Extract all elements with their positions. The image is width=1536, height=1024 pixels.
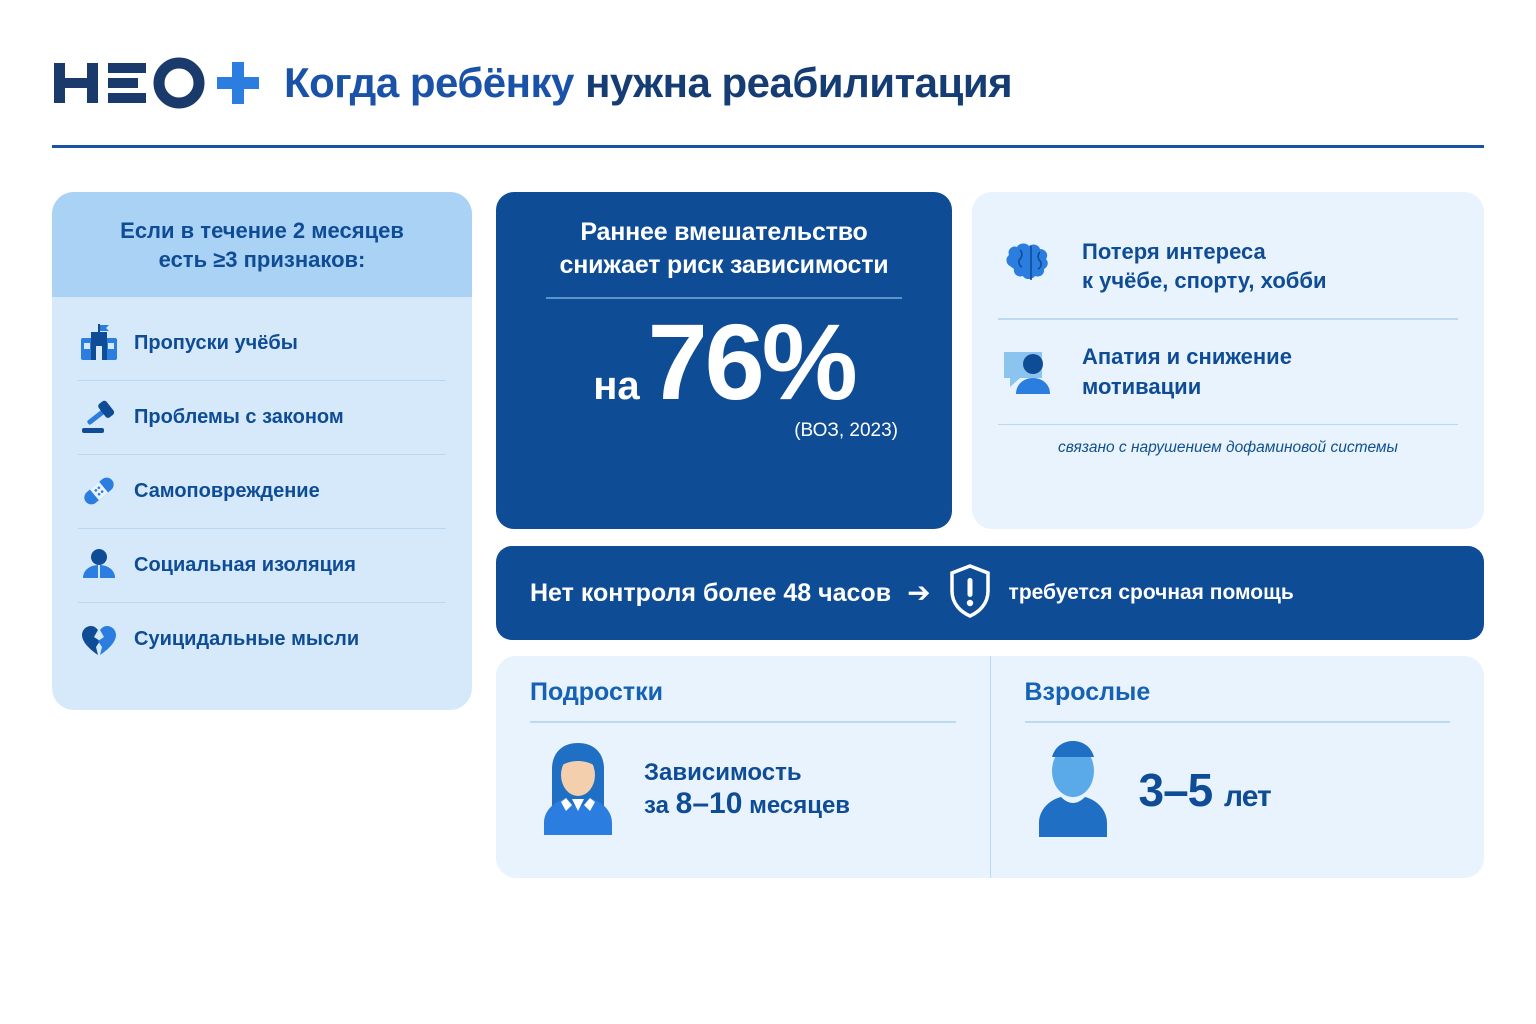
header [52,46,1484,120]
symptom-item [998,214,1458,318]
symptom-line2: к учёбе, спорту, хобби [1082,268,1327,293]
symptom-label [1082,237,1326,296]
timeline-compare-card [496,656,1484,878]
list-item-label: Пропуски учёбы [134,331,298,354]
person-icon [78,544,120,586]
stat-title-line1: Раннее вмешательство [580,218,868,246]
adults-unit: лет [1224,779,1271,813]
teens-line2-value: 8–10 [675,786,743,820]
adult-man-avatar [1025,735,1121,845]
list-item [78,307,446,381]
neo-plus-logo [52,55,262,111]
adults-column [990,656,1485,878]
stat-source: (ВОЗ, 2023) [794,419,898,441]
stat-prefix: на [593,363,640,408]
teens-title: Подростки [530,678,664,706]
header-divider [52,145,1484,148]
broken-heart-icon [78,619,120,661]
symptom-line1: Потеря интереса [1082,238,1266,264]
school-icon [78,322,120,364]
list-item [78,381,446,455]
page-title [284,59,1012,107]
symptom-line1: Апатия и снижение [1082,344,1292,370]
symptoms-card [972,192,1484,529]
stat-divider [546,297,902,299]
adults-body [1025,735,1451,845]
urgent-main-text: Нет контроля более 48 часов [530,578,892,607]
warning-signs-header-line2: есть ≥3 признаков: [158,247,366,273]
teens-text [644,759,850,821]
apathy-person-icon [998,342,1064,402]
list-item-label: Социальная изоляция [134,553,356,576]
list-item-label: Суицидальные мысли [134,628,360,650]
urgent-tail-text: требуется срочная помощь [1008,581,1294,604]
gavel-icon [78,396,120,438]
warning-signs-card [52,192,472,710]
early-intervention-stat-card [496,192,952,529]
teens-line2 [644,786,851,820]
stat-title-line2: снижает риск зависимости [559,250,889,279]
adults-value-text [1139,763,1271,817]
list-item-label: Проблемы с законом [134,405,344,428]
teens-line2-prefix: за [644,791,669,819]
list-item [78,455,446,529]
teen-girl-avatar [530,735,626,845]
stat-value: 76% [647,300,855,422]
teens-line2-suffix: месяцев [749,791,851,819]
warning-signs-list [52,297,472,677]
page-title-rest: нужна реабилитация [585,59,1013,106]
list-item [78,603,446,677]
urgent-alert-bar [496,546,1484,640]
symptoms-note: связано с нарушением дофаминовой системы [1058,439,1398,456]
symptom-item [998,320,1458,424]
adults-value: 3–5 [1138,763,1213,816]
adults-divider [1025,721,1451,723]
symptom-line2: мотивации [1082,373,1202,399]
warning-signs-header [52,192,472,297]
page-title-accent: Когда ребёнку [284,59,574,106]
list-item-label: Самоповреждение [134,479,320,502]
teens-body [530,735,956,845]
brain-icon [998,236,1064,296]
arrow-right-icon: ➔ [907,577,931,608]
teens-divider [530,721,956,723]
adults-title: Взрослые [1024,678,1151,706]
teens-column [496,656,990,878]
alert-shield-icon [947,563,993,624]
list-item [78,529,446,603]
symptom-label [1082,342,1292,401]
bandage-icon [78,470,120,512]
teens-line1: Зависимость [644,758,802,786]
warning-signs-header-line1: Если в течение 2 месяцев [120,218,404,243]
stat-value-row [516,300,932,422]
